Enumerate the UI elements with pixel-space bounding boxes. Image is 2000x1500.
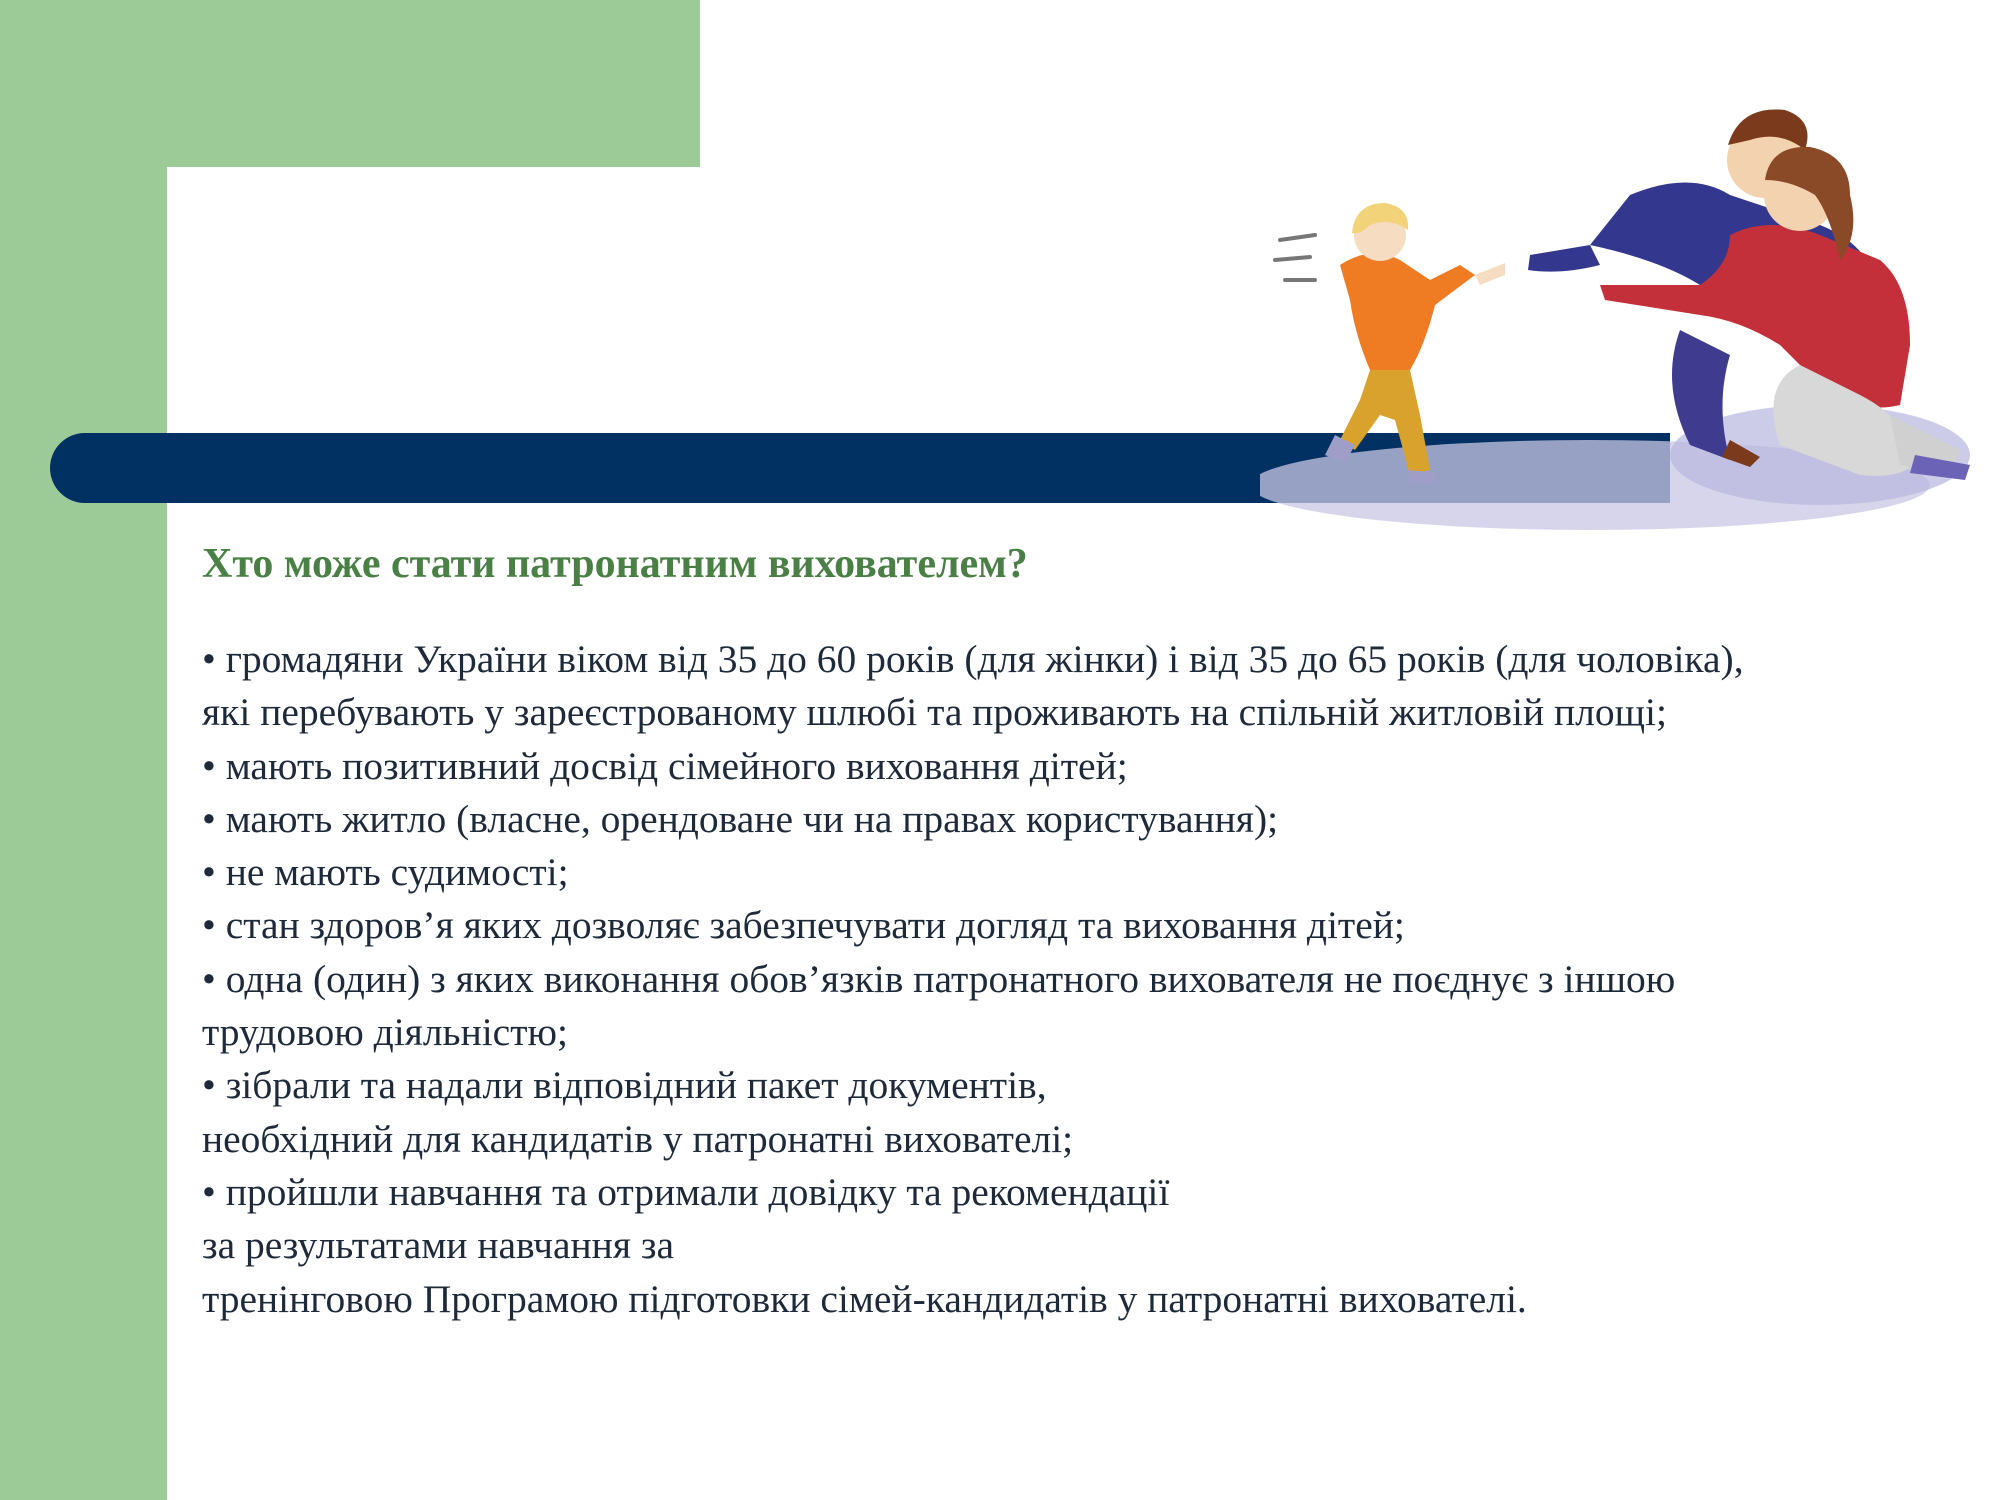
list-item: • зібрали та надали відповідний пакет документів, <box>202 1063 1047 1108</box>
list-item: • одна (один) з яких виконання обов’язків патронатного вихователя не поєднує з іншою <box>202 956 1676 1001</box>
green-top-decoration <box>0 0 700 167</box>
list-item: за результатами навчання за <box>202 1223 674 1268</box>
family-reunion-illustration <box>1260 85 1980 535</box>
list-item: • пройшли навчання та отримали довідку та рекомендації <box>202 1169 1170 1214</box>
list-item: • громадяни України віком від 35 до 60 років (для жінки) і від 35 до 65 років (для чоловіка), <box>202 637 1744 681</box>
list-item: • не мають судимості; <box>202 850 569 895</box>
list-item: трудовою діяльністю; <box>202 1010 568 1055</box>
slide-title: Хто може стати патронатним вихователем? <box>202 541 1028 587</box>
requirements-list <box>202 633 1962 1326</box>
child-figure <box>1275 203 1505 485</box>
list-item: необхідний для кандидатів у патронатні вихователі; <box>202 1116 1074 1161</box>
green-sidebar-decoration <box>0 0 167 1500</box>
list-item: • стан здоров’я яких дозволяє забезпечувати догляд та виховання дітей; <box>202 903 1405 948</box>
list-item: які перебувають у зареєстрованому шлюбі та проживають на спільній житловій площі; <box>202 690 1667 735</box>
list-item: • мають позитивний досвід сімейного виховання дітей; <box>202 743 1128 788</box>
list-item: тренінговою Програмою підготовки сімей-кандидатів у патронатні вихователі. <box>202 1276 1527 1321</box>
list-item: • мають житло (власне, орендоване чи на правах користування); <box>202 796 1279 841</box>
